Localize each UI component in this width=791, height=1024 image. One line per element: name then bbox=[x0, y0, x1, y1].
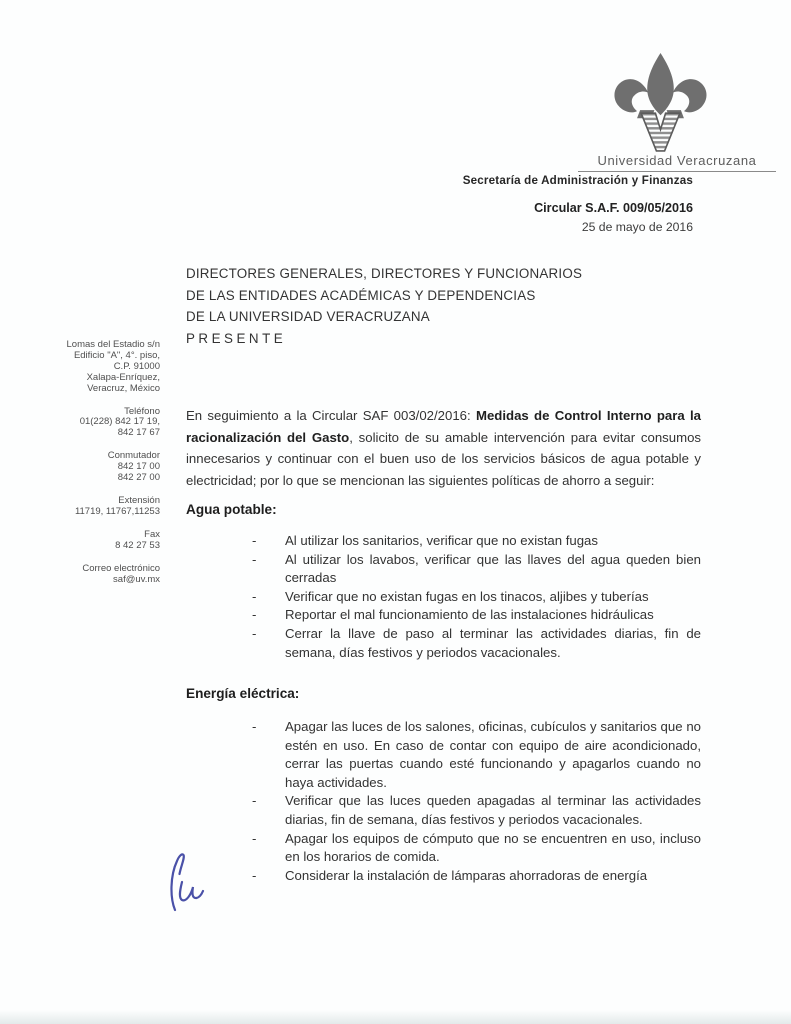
address-line: Edificio "A", 4°. piso, bbox=[73, 349, 160, 361]
intro-bold-text: Medidas de Control Interno para la racionalización del Gasto bbox=[186, 408, 701, 445]
circular-number: Circular S.A.F. 009/05/2016 bbox=[534, 201, 693, 215]
bullet-dash: - bbox=[252, 625, 257, 641]
bullet-dash: - bbox=[252, 719, 257, 734]
list-item bbox=[252, 830, 701, 867]
phone-block bbox=[50, 407, 160, 440]
bullet-dash: - bbox=[252, 867, 257, 883]
address-block bbox=[50, 340, 160, 395]
switchboard-number: 842 17 00 bbox=[117, 461, 160, 473]
contact-sidebar bbox=[50, 340, 160, 585]
letter-date: 25 de mayo de 2016 bbox=[581, 220, 693, 234]
phone-number: 01(228) 842 17 19, bbox=[79, 416, 160, 428]
energia-electrica-list bbox=[252, 718, 701, 885]
handwritten-initials bbox=[168, 852, 214, 916]
switchboard-block bbox=[50, 451, 160, 484]
university-name: Universidad Veracruzana bbox=[578, 153, 776, 172]
section-heading-agua-potable: Agua potable: bbox=[186, 502, 277, 517]
recipient-line: DE LAS ENTIDADES ACADÉMICAS Y DEPENDENCIAS bbox=[186, 287, 536, 303]
bullet-dash: - bbox=[252, 607, 257, 623]
list-item-text: Apagar las luces de los salones, oficinas, cubículos y sanitarios que no estén en uso. En caso de contar con equipo de aire acondicionado, cerrar las puertas cuando esté funcionando y apagarlos cuando no haya actividades. bbox=[285, 719, 701, 790]
recipient-line: DIRECTORES GENERALES, DIRECTORES Y FUNCIONARIOS bbox=[186, 266, 583, 281]
ink-mark-icon bbox=[168, 852, 214, 916]
bullet-dash: - bbox=[252, 830, 257, 846]
salutation: PRESENTE bbox=[186, 330, 287, 346]
recipient-block bbox=[186, 263, 626, 349]
address-line: Xalapa-Enríquez, bbox=[86, 371, 160, 383]
email-block bbox=[50, 564, 160, 586]
list-item-text: Reportar el mal funcionamiento de las instalaciones hidráulicas bbox=[285, 607, 654, 623]
list-item bbox=[252, 606, 701, 625]
address-line: Lomas del Estadio s/n bbox=[66, 339, 160, 350]
email-address: saf@uv.mx bbox=[113, 573, 160, 585]
bullet-dash: - bbox=[252, 793, 257, 809]
bullet-dash: - bbox=[252, 588, 257, 604]
list-item bbox=[252, 625, 701, 662]
fax-block bbox=[50, 530, 160, 552]
list-item-text: Apagar los equipos de cómputo que no se encuentren en uso, incluso en los horarios de comida. bbox=[285, 830, 701, 865]
agua-potable-list bbox=[252, 532, 701, 662]
list-item-text: Considerar la instalación de lámparas ahorradoras de energía bbox=[285, 867, 648, 883]
switchboard-number: 842 27 00 bbox=[117, 472, 160, 484]
bullet-dash: - bbox=[252, 533, 257, 548]
department-name: Secretaría de Administración y Finanzas bbox=[462, 174, 693, 187]
email-label: Correo electrónico bbox=[82, 562, 160, 574]
list-item bbox=[252, 792, 701, 829]
recipient-line: DE LA UNIVERSIDAD VERACRUZANA bbox=[186, 309, 430, 324]
list-item-text: Al utilizar los sanitarios, verificar que no existan fugas bbox=[285, 533, 598, 548]
intro-text: , solicito de su amable intervención para evitar consumos innecesarios y continuar con el buen uso de los servicios básicos de agua potable y electricidad; por lo que se mencionan las siguientes políticas de ahorro a seguir: bbox=[186, 429, 701, 488]
list-item bbox=[252, 718, 701, 792]
list-item bbox=[252, 588, 701, 607]
intro-paragraph bbox=[186, 405, 701, 491]
list-item bbox=[252, 867, 701, 886]
fax-number: 8 42 27 53 bbox=[115, 539, 160, 551]
list-item bbox=[252, 551, 701, 588]
extension-numbers: 11719, 11767,11253 bbox=[74, 505, 160, 517]
extension-label: Extensión bbox=[118, 494, 160, 506]
fax-label: Fax bbox=[144, 528, 160, 540]
list-item-text: Verificar que las luces queden apagadas al terminar las actividades diarias, fin de semana, días festivos y periodos vacacionales. bbox=[285, 793, 701, 827]
list-item-text: Verificar que no existan fugas en los tinacos, aljibes y tuberías bbox=[285, 588, 649, 604]
scan-edge-shadow bbox=[0, 1010, 791, 1024]
uv-logo bbox=[598, 52, 723, 154]
list-item bbox=[252, 532, 701, 551]
phone-number: 842 17 67 bbox=[117, 427, 160, 439]
list-item-text: Cerrar la llave de paso al terminar las actividades diarias, fin de semana, días festivos y periodos vacacionales. bbox=[285, 625, 701, 660]
address-line: Veracruz, México bbox=[87, 382, 160, 394]
switchboard-label: Conmutador bbox=[107, 450, 160, 462]
list-item-text: Al utilizar los lavabos, verificar que las llaves del agua queden bien cerradas bbox=[285, 551, 701, 586]
extension-block bbox=[50, 496, 160, 518]
section-heading-energia-electrica: Energía eléctrica: bbox=[186, 686, 300, 701]
phone-label: Teléfono bbox=[124, 405, 160, 417]
intro-text: En seguimiento a la Circular SAF 003/02/2016: bbox=[186, 408, 476, 423]
fleur-de-lis-icon bbox=[598, 52, 723, 154]
address-line: C.P. 91000 bbox=[113, 360, 160, 372]
bullet-dash: - bbox=[252, 551, 257, 567]
